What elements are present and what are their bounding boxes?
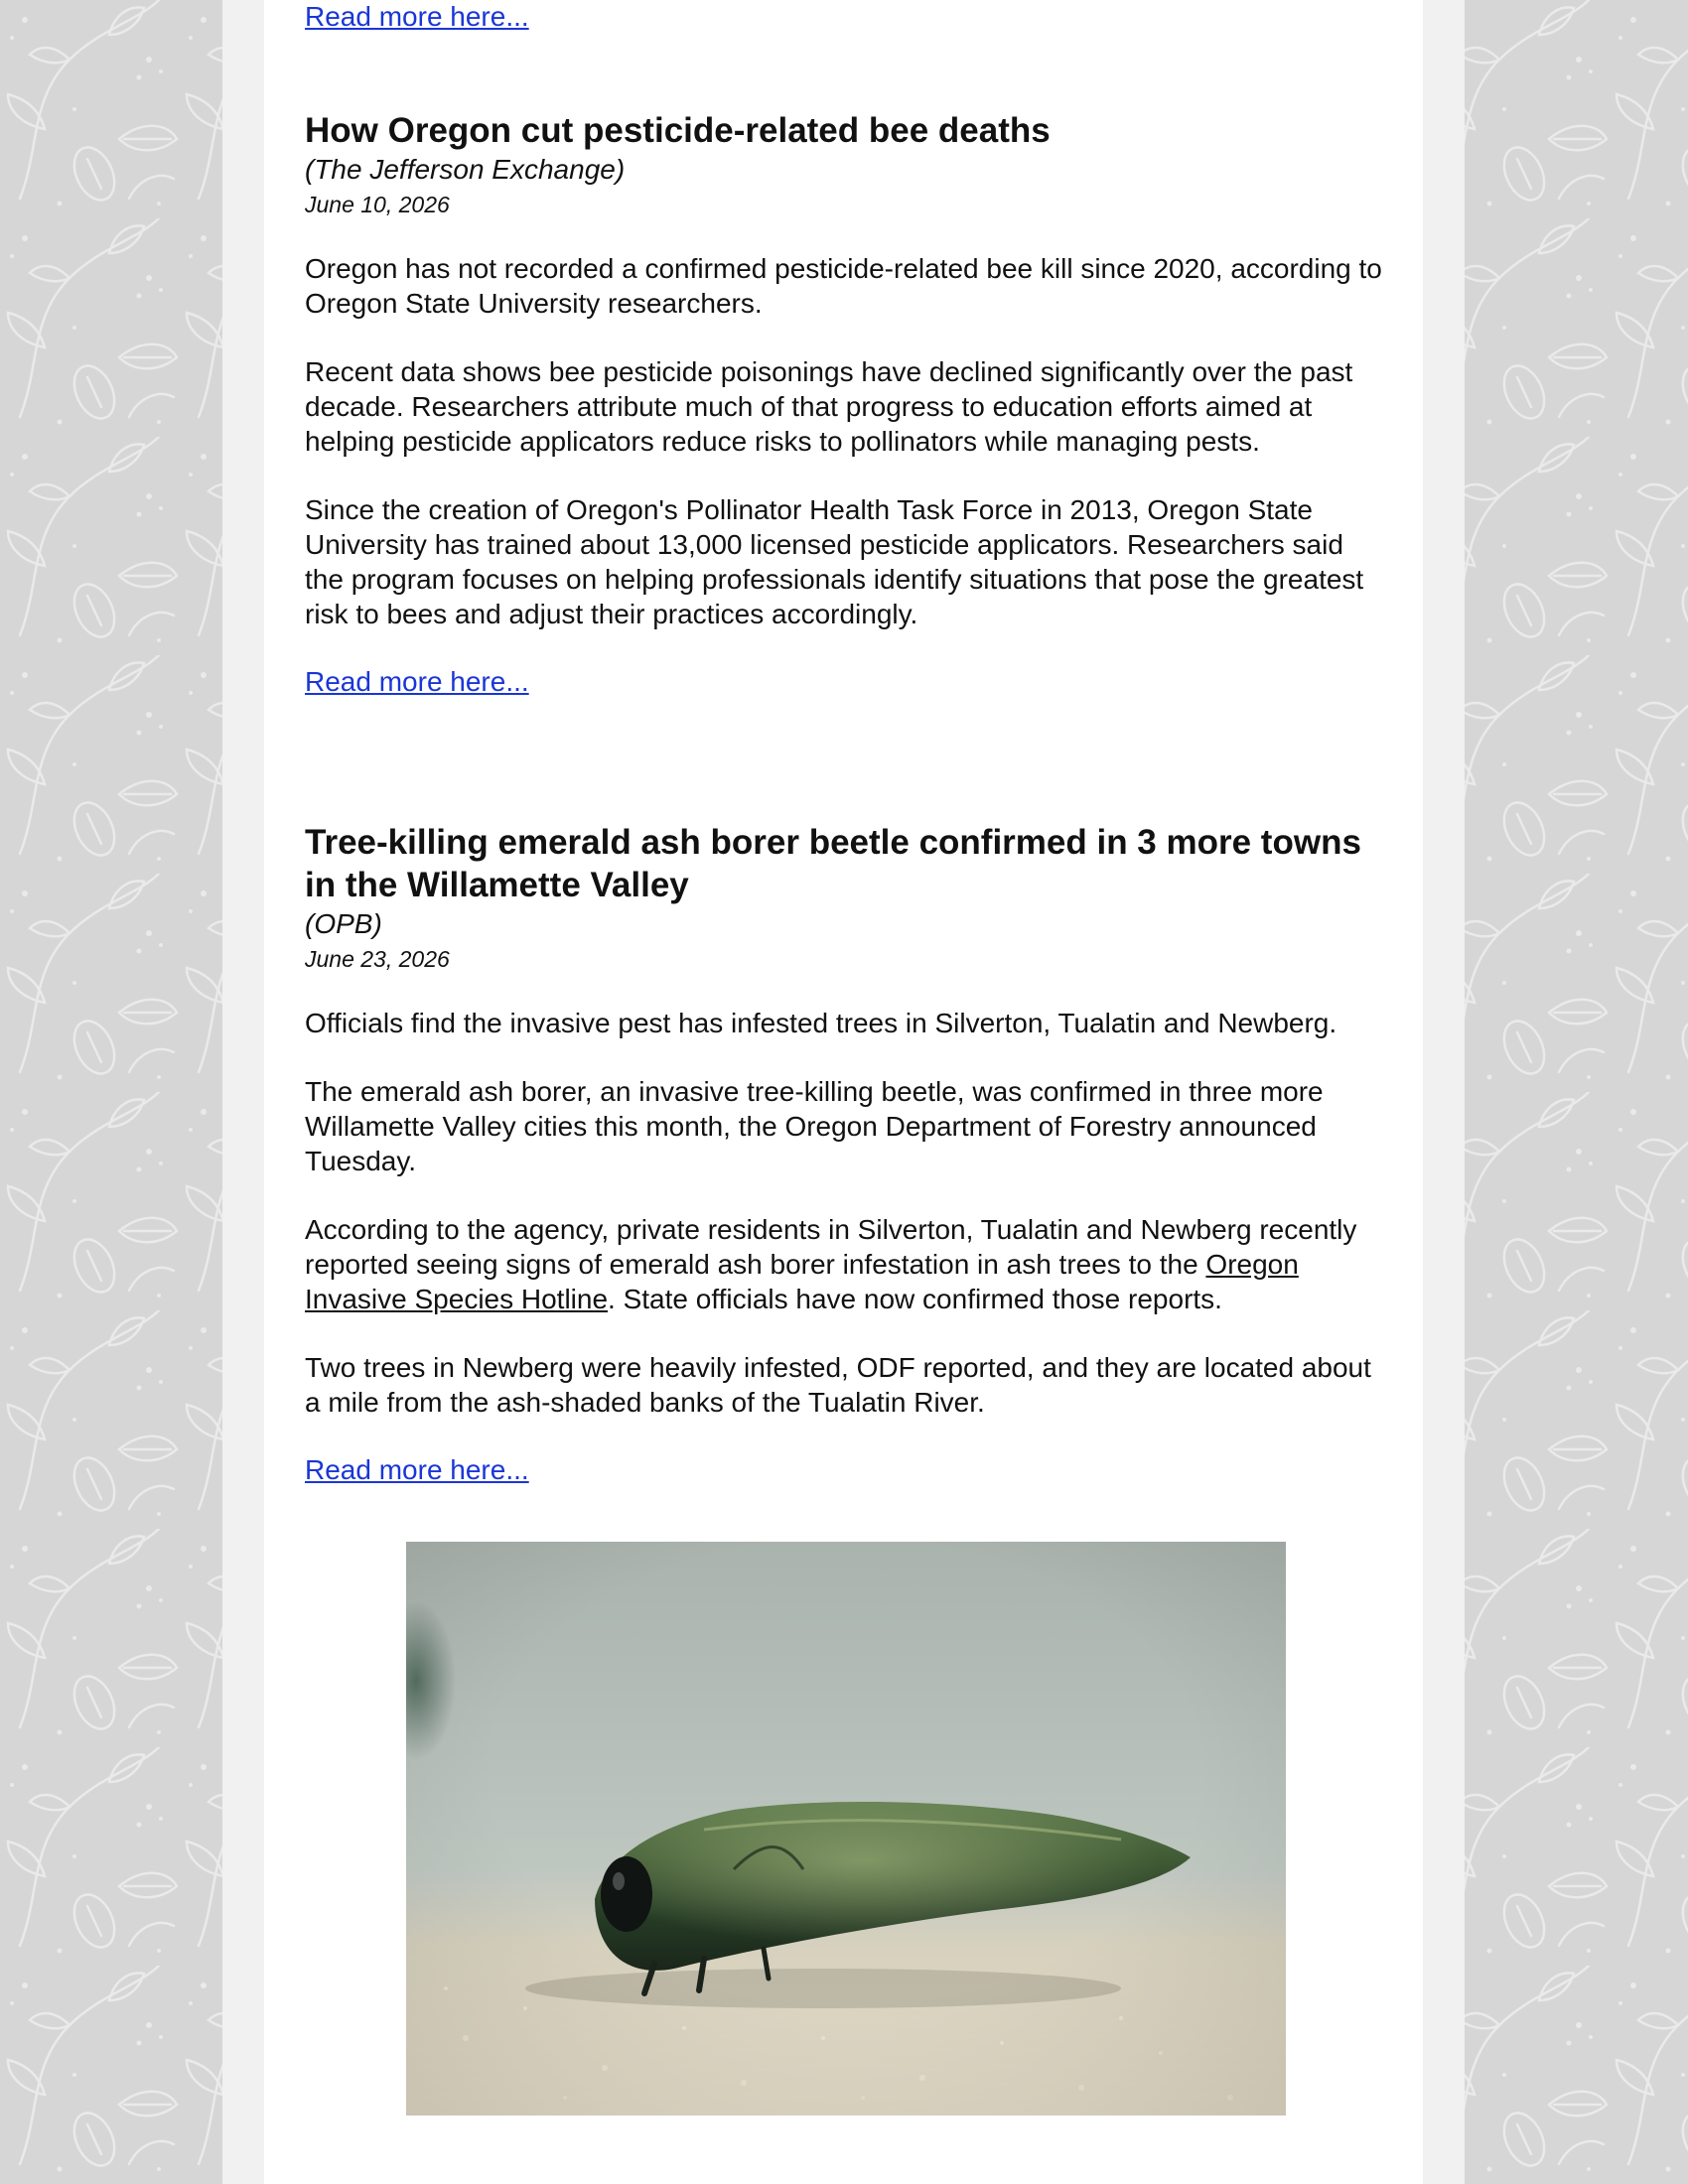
article-title: Tree-killing emerald ash borer beetle confirmed in 3 more towns in the Willamette Valley <box>305 823 1361 904</box>
read-more-link[interactable]: Read more here... <box>305 1454 529 1485</box>
article-source: (The Jefferson Exchange) <box>305 154 626 185</box>
article-date: June 10, 2026 <box>305 192 450 217</box>
emerald-ash-borer-photo <box>406 1542 1286 2116</box>
article-paragraph-with-link <box>305 1212 1387 1316</box>
article-emerald-ash-borer <box>305 821 1387 1487</box>
article-bee-deaths <box>305 109 1387 699</box>
paragraph-text-before: According to the agency, private residents in Silverton, Tualatin and Newberg recently reported seeing signs of emerald ash borer infestation in ash trees to the <box>305 1214 1357 1280</box>
article-date: June 23, 2026 <box>305 946 450 972</box>
read-more-link-previous[interactable]: Read more here... <box>305 1 529 32</box>
article-source: (OPB) <box>305 908 382 939</box>
article-title: How Oregon cut pesticide-related bee deaths <box>305 111 1051 150</box>
article-paragraph: Recent data shows bee pesticide poisonings have declined significantly over the past decade. Researchers attribute much of that progress to education efforts aimed at helping pesticide applicators reduce risks to pollinators while managing pests. <box>305 356 1353 457</box>
paragraph-text-after: . State officials have now confirmed those reports. <box>608 1284 1222 1314</box>
article-paragraph: The emerald ash borer, an invasive tree-killing beetle, was confirmed in three more Willamette Valley cities this month, the Oregon Department of Forestry announced Tuesday. <box>305 1076 1324 1176</box>
read-more-link[interactable]: Read more here... <box>305 666 529 697</box>
article-paragraph: Two trees in Newberg were heavily infested, ODF reported, and they are located about a mile from the ash-shaded banks of the Tualatin River. <box>305 1352 1371 1418</box>
article-paragraph: Since the creation of Oregon's Pollinator Health Task Force in 2013, Oregon State University has trained about 13,000 licensed pesticide applicators. Researchers said the program focuses on helping professionals identify situations that pose the greatest risk to bees and adjust their practices accordingly. <box>305 494 1364 629</box>
invasive-species-hotline-link[interactable]: Oregon Invasive Species Hotline <box>305 1249 1299 1314</box>
article-paragraph: Officials find the invasive pest has infested trees in Silverton, Tualatin and Newberg. <box>305 1008 1337 1038</box>
article-paragraph: Oregon has not recorded a confirmed pesticide-related bee kill since 2020, according to Oregon State University researchers. <box>305 253 1382 319</box>
